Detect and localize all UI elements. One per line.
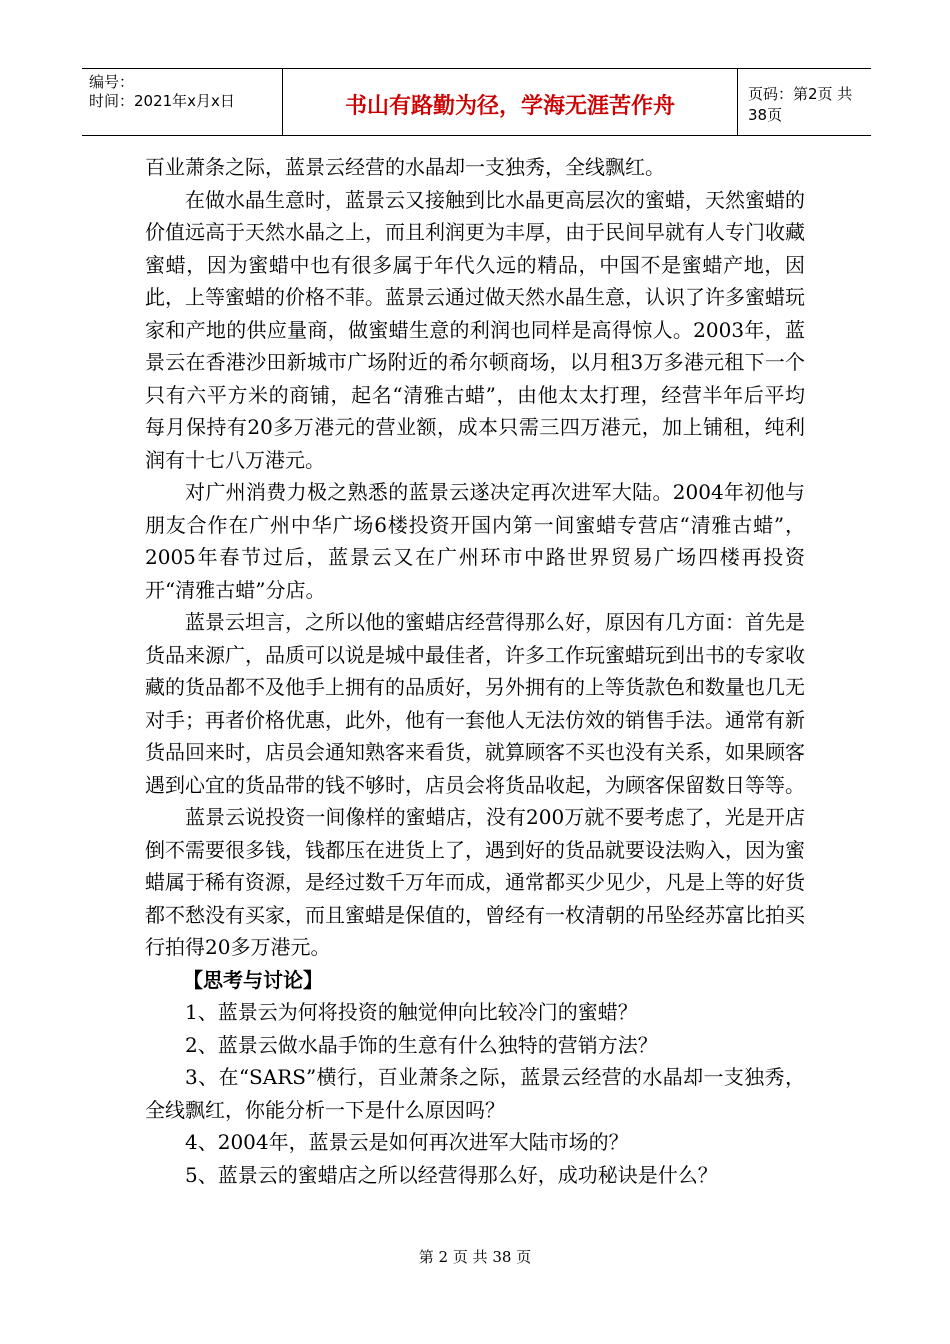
header-motto: 书山有路勤为径，学海无涯苦作舟: [283, 69, 738, 135]
question-2: 2、蓝景云做水晶手饰的生意有什么独特的营销方法？: [185, 1032, 658, 1057]
paragraph-4: 蓝景云坦言，之所以他的蜜蜡店经营得那么好，原因有几方面：首先是货品来源广，品质可以说是城中最佳者，许多工作玩蜜蜡玩到出书的专家收藏的货品都不及他手上拥有的品质好，另外拥有的上等货款色和数量也几无对手；再者价格优惠，此外，他有一套他人无法仿效的销售手法。通常有新货品回来时，店员会通知熟客来看货，就算顾客不买也没有关系，如果顾客遇到心宜的货品带的钱不够时，店员会将货品收起，为顾客保留数日等等。: [145, 610, 805, 797]
paragraph-2: 在做水晶生意时，蓝景云又接触到比水晶更高层次的蜜蜡，天然蜜蜡的价值远高于天然水晶之上，而且利润更为丰厚，由于民间早就有人专门收藏蜜蜡，因为蜜蜡中也有很多属于年代久远的精品，中国不是蜜蜡产地，因此，上等蜜蜡的价格不菲。蓝景云通过做天然水晶生意，认识了许多蜜蜡玩家和产地的供应量商，做蜜蜡生意的利润也同样是高得惊人。2003年，蓝景云在香港沙田新城市广场附近的希尔顿商场，以月租3万多港元租下一个只有六平方米的商铺，起名“清雅古蜡”，由他太太打理，经营半年后平均每月保持有20多万港元的营业额，成本只需三四万港元，加上铺租，纯利润有十七八万港元。: [145, 187, 805, 472]
question-3: 3、在“SARS”横行，百业萧条之际，蓝景云经营的水晶却一支独秀，全线飘红，你能分析一下是什么原因吗？: [145, 1065, 805, 1122]
question-5: 5、蓝景云的蜜蜡店之所以经营得那么好，成功秘诀是什么？: [185, 1162, 718, 1187]
page-footer: 第 2 页 共 38 页: [418, 1248, 532, 1266]
header-meta: [82, 69, 283, 135]
discussion-heading: 【思考与讨论】: [183, 967, 323, 992]
document-date: 时间：2021年x月x日: [89, 92, 235, 110]
question-4: 4、2004年，蓝景云是如何再次进军大陆市场的？: [185, 1130, 629, 1154]
header-page-info: 页码：第2页 共38页: [748, 85, 853, 124]
question-1: 1、蓝景云为何将投资的触觉伸向比较冷门的蜜蜡？: [185, 1000, 638, 1024]
document-number-label: 编号：: [89, 73, 135, 91]
document-body: [145, 151, 805, 1191]
page-header: [82, 68, 871, 136]
paragraph-5: 蓝景云说投资一间像样的蜜蜡店，没有200万就不要考虑了，光是开店倒不需要很多钱，钱都压在进货上了，遇到好的货品就要设法购入，因为蜜蜡属于稀有资源，是经过数千万年而成，通常都买少见少，凡是上等的好货都不愁没有买家，而且蜜蜡是保值的，曾经有一枚清朝的吊坠经苏富比拍买行拍得20多万港元。: [145, 805, 805, 959]
paragraph-3: 对广州消费力极之熟悉的蓝景云遂决定再次进军大陆。2004年初他与朋友合作在广州中华广场6楼投资开国内第一间蜜蜡专营店“清雅古蜡”，2005年春节过后，蓝景云又在广州环市中路世界贸易广场四楼再投资开“清雅古蜡”分店。: [145, 480, 805, 602]
paragraph-1: 百业萧条之际，蓝景云经营的水晶却一支独秀，全线飘红。: [145, 155, 665, 179]
